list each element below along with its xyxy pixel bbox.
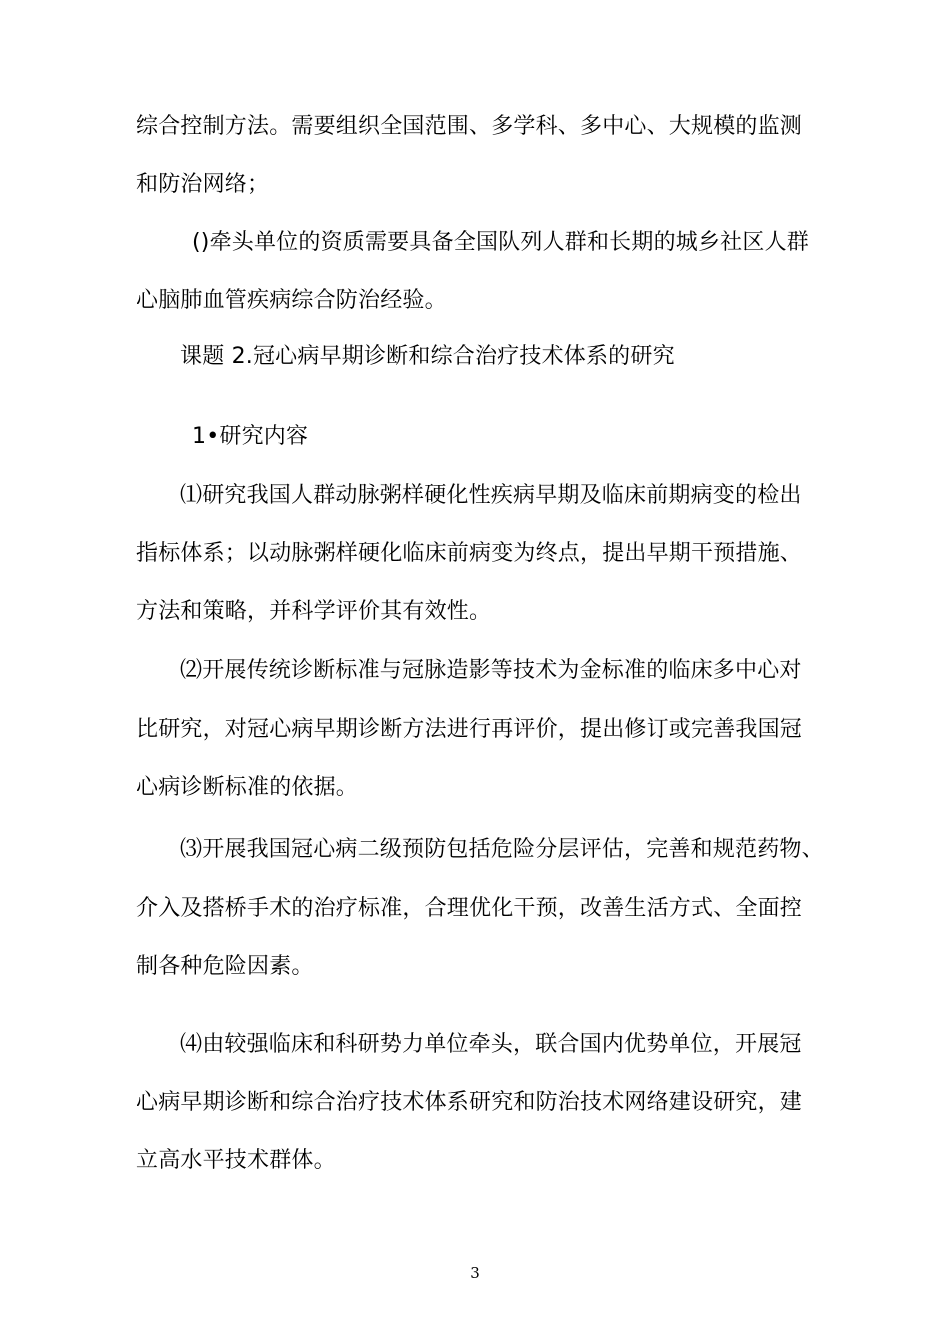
text-line: 立高水平技术群体。	[136, 1148, 336, 1173]
text-line: 和防治网络；	[136, 172, 270, 197]
text-line: 指标体系；以动脉粥样硬化临床前病变为终点，提出早期干预措施、	[136, 541, 803, 566]
subsection-heading: 1•研究内容	[192, 424, 309, 449]
text-line: ⑶开展我国冠心病二级预防包括危险分层评估，完善和规范药物、	[180, 837, 824, 862]
text-line: 介入及搭桥手术的治疗标准，合理优化干预，改善生活方式、全面控	[136, 896, 803, 921]
section-heading: 课题 2.冠心病早期诊断和综合治疗技术体系的研究	[180, 344, 675, 369]
text-line: 心病诊断标准的依据。	[136, 775, 359, 800]
text-line: 综合控制方法。需要组织全国范围、多学科、多中心、大规模的监测	[136, 114, 803, 139]
text-line: 制各种危险因素。	[136, 954, 314, 979]
text-line: ⑵开展传统诊断标准与冠脉造影等技术为金标准的临床多中心对	[180, 658, 802, 683]
text-line: 方法和策略，并科学评价其有效性。	[136, 599, 492, 624]
text-line: ⑷由较强临床和科研势力单位牵头，联合国内优势单位，开展冠	[180, 1032, 802, 1057]
text-line: 心脑肺血管疾病综合防治经验。	[136, 288, 447, 313]
text-line: 比研究，对冠心病早期诊断方法进行再评价，提出修订或完善我国冠	[136, 717, 803, 742]
text-line: ⑴研究我国人群动脉粥样硬化性疾病早期及临床前期病变的检出	[180, 483, 802, 508]
text-line: 心病早期诊断和综合治疗技术体系研究和防治技术网络建设研究，建	[136, 1090, 803, 1115]
text-line: ()牵头单位的资质需要具备全国队列人群和长期的城乡社区人群	[192, 230, 809, 255]
page-number: 3	[470, 1264, 480, 1282]
